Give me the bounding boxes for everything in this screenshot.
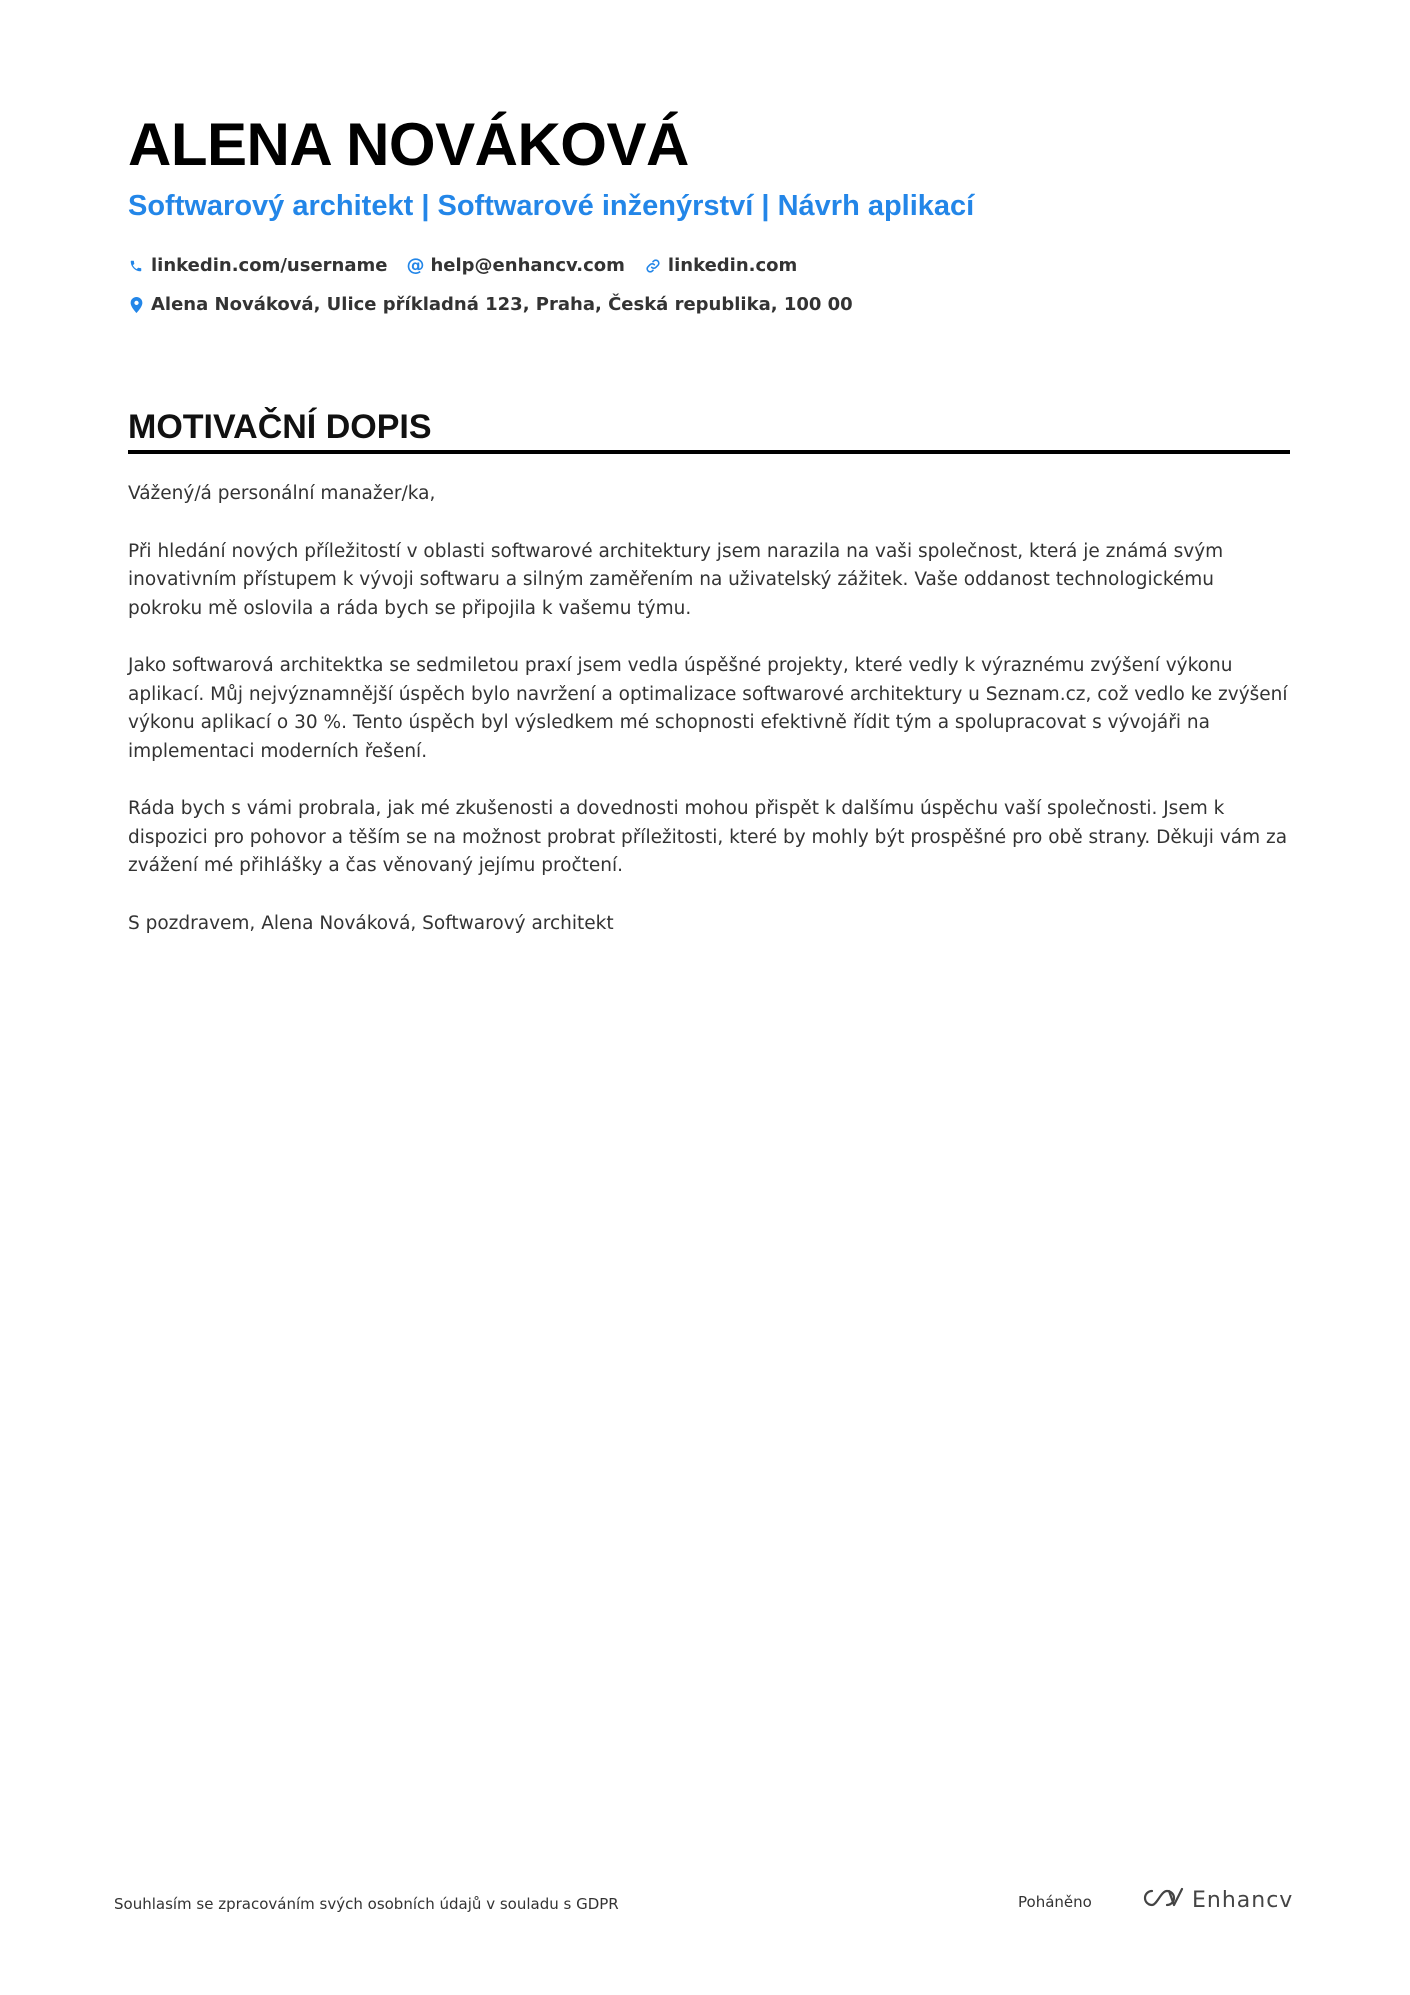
section-title: MOTIVAČNÍ DOPIS	[128, 408, 432, 446]
letter-greeting: Vážený/á personální manažer/ka,	[128, 483, 436, 504]
enhancv-logo-icon	[1138, 1886, 1184, 1914]
contact-phone-text: linkedin.com/username	[151, 255, 388, 276]
section-divider	[128, 450, 1290, 454]
contact-row-primary	[128, 255, 817, 276]
contact-phone[interactable]	[128, 255, 387, 276]
letter-paragraph: Jako softwarová architektka se sedmiletou praxí jsem vedla úspěšné projekty, které vedly k výraznému zvýšení výkonu aplikací. Můj nejvýznamnější úspěch bylo navržení a optimalizace softwarové architektury u Seznam.cz, což vedlo ke zvýšení výkonu aplikací o 30 %. Tento úspěch byl výsledkem mé schopnosti efektivně řídit tým a spolupracovat s vývojáři na implementaci moderních řešení.	[128, 655, 1288, 762]
letter-closing: S pozdravem, Alena Nováková, Softwarový architekt	[128, 912, 614, 934]
powered-by-label: Poháněno	[1018, 1893, 1092, 1911]
contact-address-text: Alena Nováková, Ulice příkladná 123, Praha, Česká republika, 100 00	[151, 294, 853, 315]
letter-paragraph: Při hledání nových příležitostí v oblasti softwarové architektury jsem narazila na vaši společnost, která je známá svým inovativním přístupem k vývoji softwaru a silným zaměřením na uživatelský zážitek. Vaše oddanost technologickému pokroku mě oslovila a ráda bych se připojila k vašemu týmu.	[128, 540, 1224, 619]
phone-icon	[128, 257, 144, 275]
cover-letter-body	[128, 480, 1290, 967]
candidate-subtitle: Softwarový architekt | Softwarové inženýrství | Návrh aplikací	[128, 190, 975, 222]
candidate-name: ALENA NOVÁKOVÁ	[128, 111, 689, 178]
enhancv-logo[interactable]	[1138, 1886, 1293, 1914]
contact-email-text: help@enhancv.com	[430, 255, 625, 276]
gdpr-consent-note: Souhlasím se zpracováním svých osobních údajů v souladu s GDPR	[114, 1895, 619, 1913]
contact-address	[128, 294, 853, 315]
contact-link-text: linkedin.com	[667, 255, 798, 276]
link-icon	[645, 257, 661, 275]
contact-email[interactable]	[407, 255, 624, 276]
letter-paragraph: Ráda bych s vámi probrala, jak mé zkušenosti a dovednosti mohou přispět k dalšímu úspěchu vaší společnosti. Jsem k dispozici pro pohovor a těším se na možnost probrat příležitosti, které by mohly být prospěšné pro obě strany. Děkuji vám za zvážení mé přihlášky a čas věnovaný jejímu pročtení.	[128, 798, 1288, 876]
enhancv-logo-text: Enhancv	[1192, 1887, 1294, 1913]
contact-row-address	[128, 294, 873, 315]
location-pin-icon	[128, 296, 144, 314]
at-icon: @	[406, 254, 425, 276]
contact-link[interactable]	[645, 255, 797, 276]
